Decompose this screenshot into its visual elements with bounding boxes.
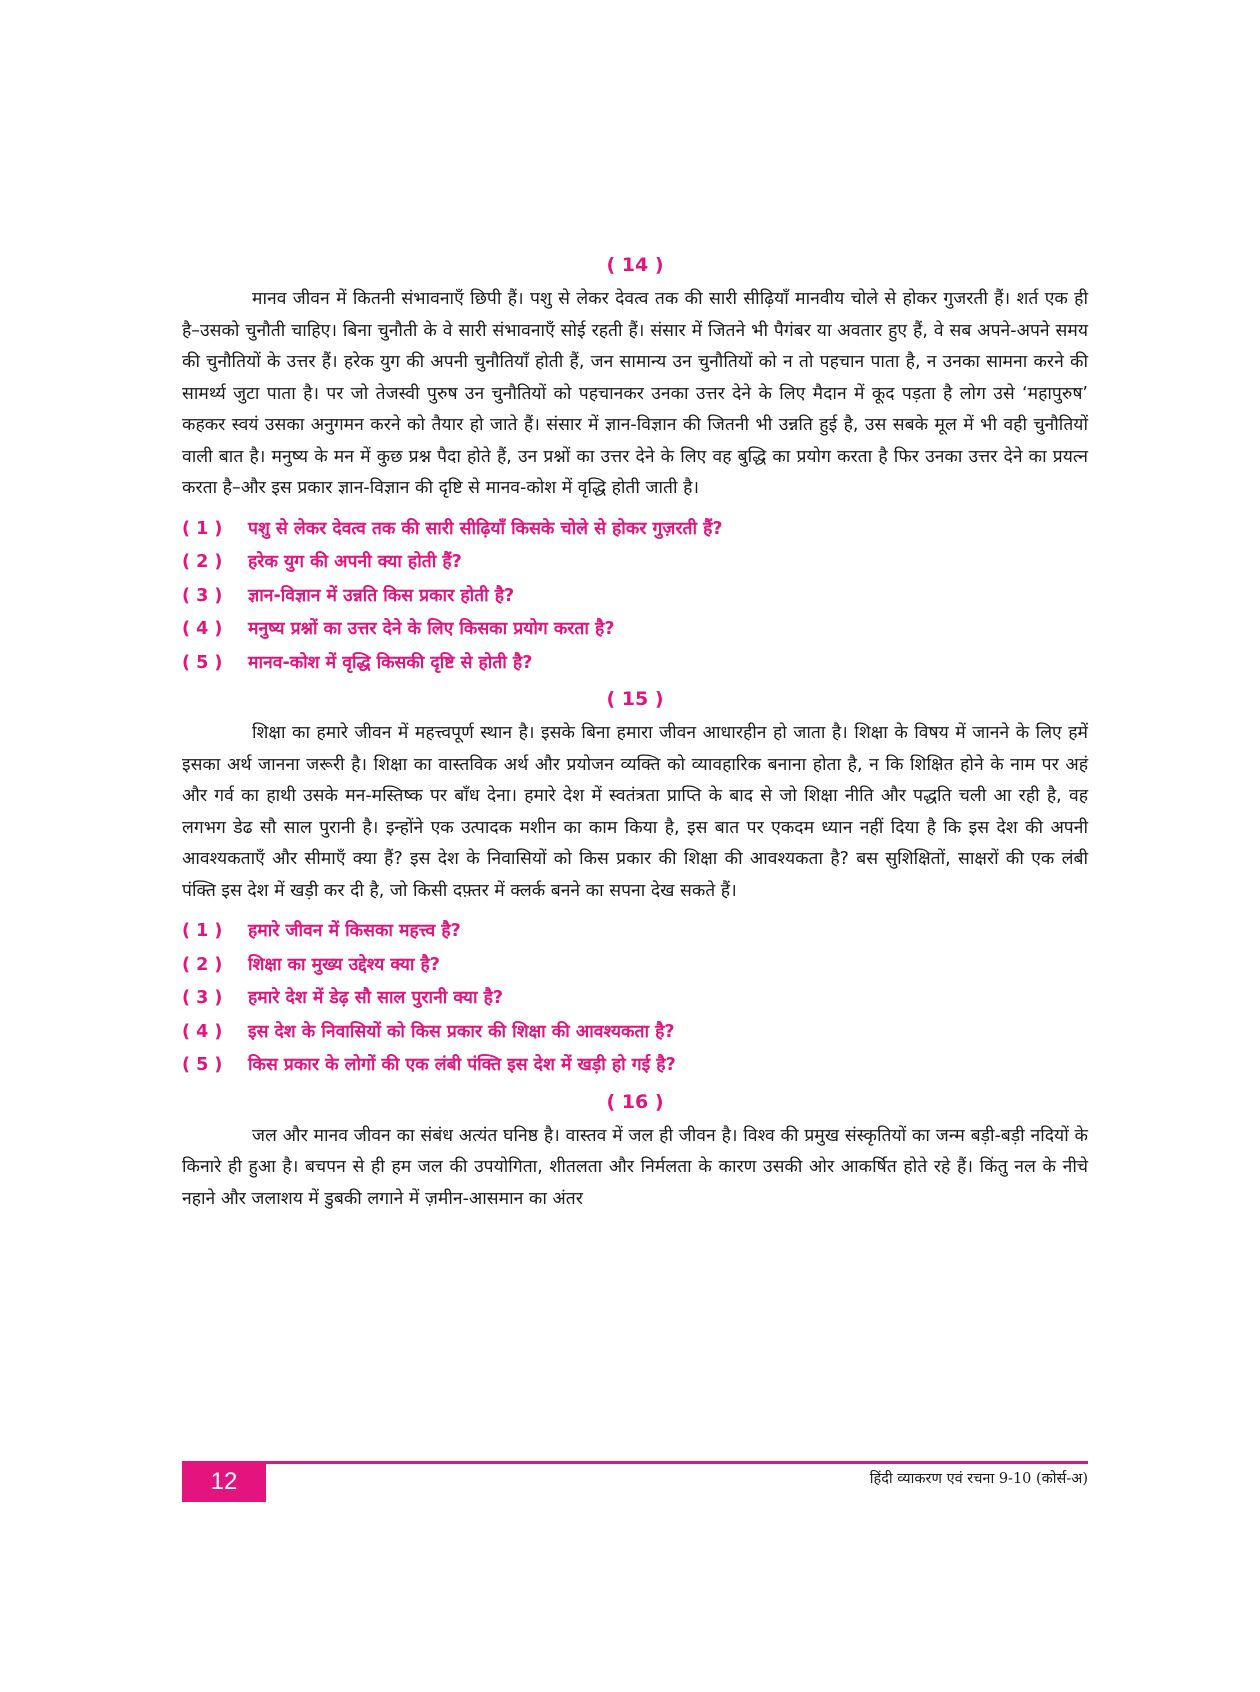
question-text: पशु से लेकर देवत्व तक की सारी सीढ़ियाँ किसके चोले से होकर गुज़रती हैं? bbox=[248, 518, 723, 539]
section-number: ( 14 ) bbox=[606, 254, 664, 276]
page-number: 12 bbox=[182, 1461, 266, 1502]
question-item bbox=[182, 647, 1088, 681]
question-item bbox=[182, 546, 1088, 580]
question-list bbox=[182, 915, 1088, 1083]
section-number: ( 16 ) bbox=[606, 1090, 664, 1113]
passage-section-14 bbox=[182, 250, 1088, 680]
question-number: ( 2 ) bbox=[182, 552, 223, 572]
question-item bbox=[182, 613, 1088, 647]
question-text: हरेक युग की अपनी क्या होती हैं? bbox=[248, 552, 462, 572]
question-text: किस प्रकार के लोगों की एक लंबी पंक्ति इस देश में खड़ी हो गई है? bbox=[248, 1055, 676, 1075]
question-text: हमारे देश में डेढ़ सौ साल पुरानी क्या है? bbox=[248, 988, 504, 1008]
book-title: हिंदी व्याकरण एवं रचना 9-10 (कोर्स-अ) bbox=[869, 1471, 1088, 1487]
question-item bbox=[182, 513, 1088, 547]
passage-section-15 bbox=[182, 684, 1088, 1083]
question-number: ( 2 ) bbox=[182, 954, 223, 975]
question-list bbox=[182, 513, 1088, 681]
passage-section-16 bbox=[182, 1087, 1088, 1216]
question-text: मनुष्य प्रश्नों का उत्तर देने के लिए किसका प्रयोग करता है? bbox=[248, 619, 615, 639]
question-item bbox=[182, 949, 1088, 983]
passage-text: जल और मानव जीवन का संबंध अत्यंत घनिष्ठ है। वास्तव में जल ही जीवन है। विश्व की प्रमुख संस्कृतियों का जन्म बड़ी-बड़ी नदियों के किनारे ही हुआ है। बचपन से ही हम जल की उपयोगिता, शीतलता और निर्मलता के कारण उसकी ओर आकर्षित होते रहे हैं। किंतु नल के नीचे नहाने और जलाशय में डुबकी लगाने में ज़मीन-आसमान का अंतर bbox=[182, 1125, 1088, 1209]
question-item bbox=[182, 580, 1088, 614]
question-number: ( 3 ) bbox=[182, 585, 223, 606]
passage-text: मानव जीवन में कितनी संभावनाएँ छिपी हैं। पशु से लेकर देवत्व तक की सारी सीढ़ियाँ मानवीय चोले से होकर गुजरती हैं। शर्त एक ही है–उसको चुनौती चाहिए। बिना चुनौती के वे सारी संभावनाएँ सोई रहती हैं। संसार में जितने भी पैगंबर या अवतार हुए हैं, वे सब अपने-अपने समय की चुनौतियों के उत्तर हैं। हरेक युग की अपनी चुनौतियाँ होती हैं, जन सामान्य उन चुनौतियों को न तो पहचान पाता है, न उनका सामना करने की सामर्थ्य जुटा पाता है। पर जो तेजस्वी पुरुष उन चुनौतियों को पहचानकर उनका उत्तर देने के लिए मैदान में कूद पड़ता है लोग उसे ‘महापुरुष’ कहकर स्वयं उसका अनुगमन करने को तैयार हो जाते हैं। संसार में ज्ञान-विज्ञान की जितनी भी उन्नति हुई है, उस सबके मूल में भी वही चुनौतियों वाली बात है। मनुष्य के मन में कुछ प्रश्न पैदा होते हैं, उन प्रश्नों का उत्तर देने के लिए वह बुद्धि का प्रयोग करता है फिर उनका उत्तर देने का प्रयत्न करता है–और इस प्रकार ज्ञान-विज्ञान की दृष्टि से मानव-कोश में वृद्धि होती जाती है। bbox=[182, 289, 1088, 498]
question-text: ज्ञान-विज्ञान में उन्नति किस प्रकार होती है? bbox=[248, 585, 515, 606]
question-text: शिक्षा का मुख्य उद्देश्य क्या है? bbox=[248, 954, 440, 975]
question-text: मानव-कोश में वृद्धि किसकी दृष्टि से होती है? bbox=[248, 652, 533, 673]
question-item bbox=[182, 915, 1088, 949]
question-number: ( 3 ) bbox=[182, 988, 223, 1008]
question-number: ( 4 ) bbox=[182, 619, 223, 639]
page-content bbox=[182, 250, 1088, 1223]
question-text: इस देश के निवासियों को किस प्रकार की शिक्षा की आवश्यकता है? bbox=[248, 1021, 675, 1042]
question-item bbox=[182, 1049, 1088, 1083]
question-item bbox=[182, 982, 1088, 1016]
passage-text: शिक्षा का हमारे जीवन में महत्त्वपूर्ण स्थान है। इसके बिना हमारा जीवन आधारहीन हो जाता है। शिक्षा के विषय में जानने के लिए हमें इसका अर्थ जानना जरूरी है। शिक्षा का वास्तविक अर्थ और प्रयोजन व्यक्ति को व्यावहारिक बनाना होता है, न कि शिक्षित होने के नाम पर अहं और गर्व का हाथी उसके मन-मस्तिष्क पर बाँध देना। हमारे देश में स्वतंत्रता प्राप्ति के बाद से जो शिक्षा नीति और पद्धति चली आ रही है, वह लगभग डेढ सौ साल पुरानी है। इन्होंने एक उत्पादक मशीन का काम किया है, इस बात पर एकदम ध्यान नहीं दिया है कि इस देश की अपनी आवश्यकताएँ और सीमाएँ क्या हैं? इस देश के निवासियों को किस प्रकार की शिक्षा की आवश्यकता है? बस सुशिक्षितों, साक्षरों की एक लंबी पंक्ति इस देश में खड़ी कर दी है, जो किसी दफ़्तर में क्लर्क बनने का सपना देख सकते हैं। bbox=[182, 723, 1088, 901]
question-item bbox=[182, 1016, 1088, 1050]
question-text: हमारे जीवन में किसका महत्त्व है? bbox=[248, 921, 461, 941]
question-number: ( 1 ) bbox=[182, 921, 223, 941]
section-number: ( 15 ) bbox=[606, 688, 664, 710]
question-number: ( 5 ) bbox=[182, 1055, 223, 1075]
question-number: ( 1 ) bbox=[182, 518, 223, 539]
question-number: ( 4 ) bbox=[182, 1021, 223, 1042]
footer-divider bbox=[182, 1461, 1088, 1464]
question-number: ( 5 ) bbox=[182, 652, 223, 673]
